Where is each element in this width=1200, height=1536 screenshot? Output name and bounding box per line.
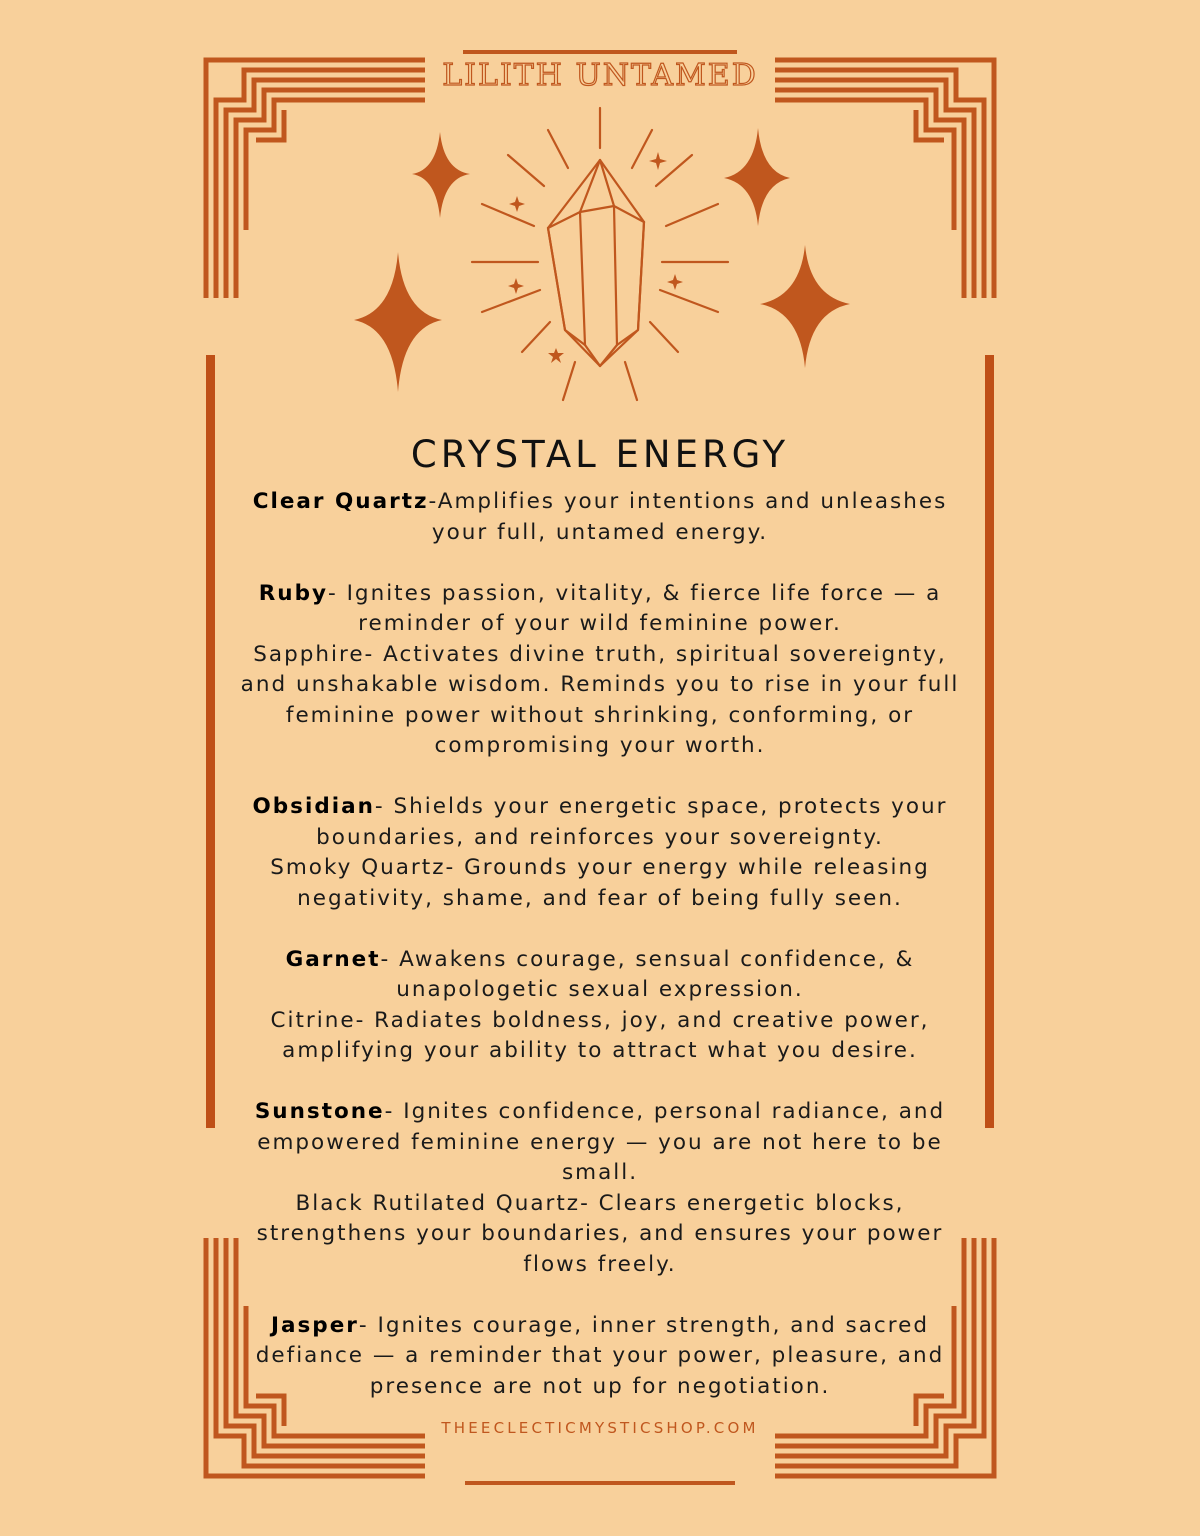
crystal-entry [232,1097,968,1280]
crystal-entry [232,487,968,548]
crystal-description: Citrine- Radiates boldness, joy, and creative power, amplifying your ability to attract what you desire. [270,1007,930,1063]
crystal-name: Ruby [258,580,328,606]
crystal-icon [472,108,728,400]
crystal-description: Sapphire- Activates divine truth, spiritual sovereignty, and unshakable wisdom. Reminds you to rise in your full feminine power without shrinking, conforming, or compromising your worth. [240,641,960,758]
brand-logo: LILITH UNTAMED [442,58,758,93]
crystal-description: Clear Quartz-Amplifies your intentions and unleashes your full, untamed energy. [252,489,948,545]
crystal-entry [232,1311,968,1403]
crystal-name: Clear Quartz [252,489,429,514]
crystal-name: Garnet [285,946,381,972]
footer-website: THEECLECTICMYSTICSHOP.COM [441,1419,759,1437]
corner-ornament-top-left [206,60,425,298]
crystal-description: Obsidian- Shields your energetic space, protects your boundaries, and reinforces your sovereignty. [252,794,948,850]
page-title: CRYSTAL ENERGY [410,432,790,476]
crystal-entry [232,792,968,914]
crystal-name: Obsidian [252,794,375,819]
crystal-description: Smoky Quartz- Grounds your energy while releasing negativity, shame, and fear of being fully seen. [270,855,930,911]
crystal-name: Sunstone [254,1099,385,1124]
crystal-description: Jasper- Ignites courage, inner strength, and sacred defiance — a reminder that your power, pleasure, and presence are not up for negotiation. [255,1312,945,1399]
crystal-list [232,487,968,1402]
crystal-description: Ruby- Ignites passion, vitality, & fierce life force — a reminder of your wild feminine power. [258,580,942,636]
crystal-description: Black Rutilated Quartz- Clears energetic blocks, strengthens your boundaries, and ensures your power flows freely. [256,1190,944,1277]
crystal-description: Garnet- Awakens courage, sensual confidence, & unapologetic sexual expression. [285,946,915,1002]
crystal-description: Sunstone- Ignites confidence, personal radiance, and empowered feminine energy — you are not here to be small. [254,1099,946,1185]
crystal-entry [232,579,968,762]
crystal-name: Jasper [271,1312,359,1338]
crystal-entry [232,945,968,1067]
